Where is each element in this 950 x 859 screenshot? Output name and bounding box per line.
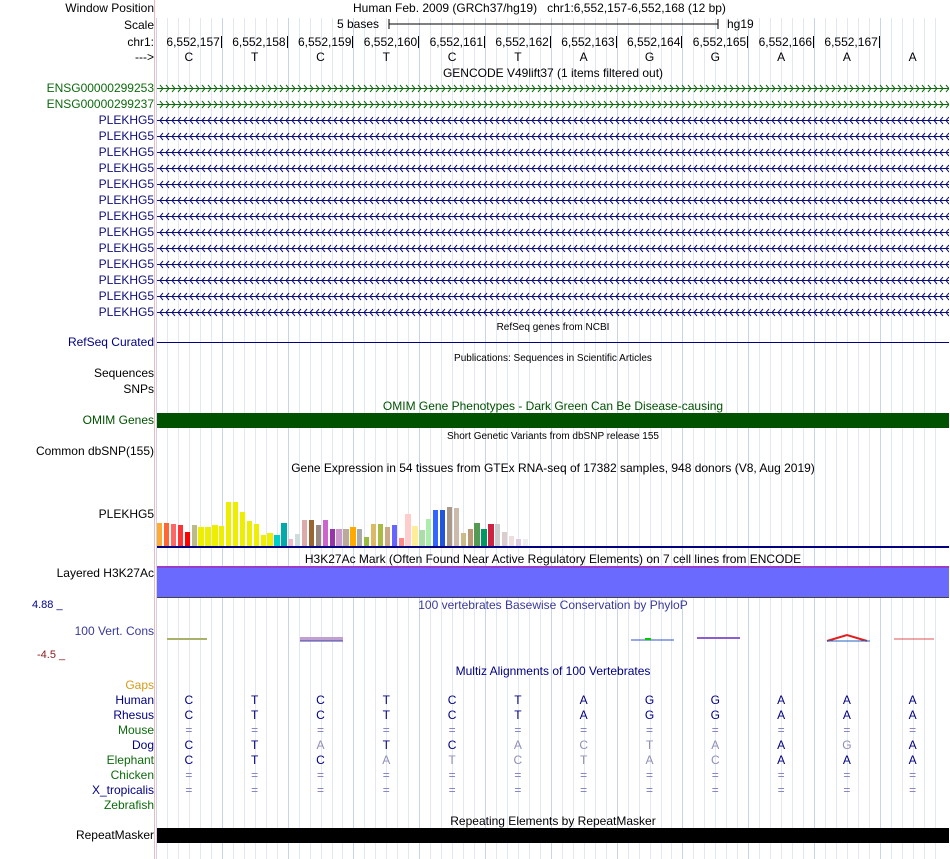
reverse-strand-line[interactable] [157,115,949,126]
label-divider [154,0,155,859]
dbsnp-label[interactable]: Common dbSNP(155) [35,444,154,458]
gtex-bar[interactable] [495,524,500,548]
multiz-base: = [843,783,851,797]
multiz-species-label[interactable]: Zebrafish [103,798,154,812]
ruler-tick-label: 6,552,161 [429,35,483,49]
multiz-base: A [579,708,588,722]
repeatmasker-bar[interactable] [157,828,949,843]
gtex-bar[interactable] [405,514,410,548]
scale-text: 5 bases [337,17,380,31]
multiz-base: A [382,753,391,767]
gtex-label[interactable]: PLEKHG5 [98,507,154,521]
phylop-min: -4.5 _ [37,649,66,661]
dbsnp-title: Short Genetic Variants from dbSNP release 155 [447,431,659,442]
base-letter: T [382,50,390,64]
window-position-label: Window Position [65,1,154,15]
multiz-base: = [580,783,588,797]
reverse-strand-line[interactable] [157,291,949,302]
multiz-base: C [447,708,457,722]
gtex-bar[interactable] [233,502,238,548]
multiz-gaps-label[interactable]: Gaps [125,678,154,692]
multiz-base: A [777,753,786,767]
gtex-bar[interactable] [254,524,259,548]
multiz-base: = [645,723,653,737]
multiz-base: = [580,723,588,737]
base-letter: G [710,50,720,64]
forward-strand-line[interactable] [157,83,949,94]
reverse-strand-line[interactable] [157,307,949,318]
multiz-base: = [777,783,785,797]
reverse-strand-line[interactable] [157,259,949,270]
strand-label: ---> [135,50,154,64]
reverse-strand-line[interactable] [157,211,949,222]
multiz-base: = [448,783,456,797]
multiz-base: T [382,738,390,752]
gtex-title: Gene Expression in 54 tissues from GTEx RNA-seq of 17382 samples, 948 donors (V8, Aug 2019) [291,461,815,475]
multiz-base: = [843,768,851,782]
ruler-tick-label: 6,552,157 [166,35,220,49]
multiz-base: = [448,723,456,737]
gtex-bar[interactable] [302,520,307,548]
multiz-species-label[interactable]: Chicken [110,768,154,782]
gtex-bar[interactable] [247,521,252,548]
multiz-base: = [251,723,259,737]
reverse-strand-line[interactable] [157,195,949,206]
multiz-base: A [777,738,786,752]
multiz-base: = [185,723,193,737]
reverse-strand-line[interactable] [157,227,949,238]
gtex-bar[interactable] [412,526,417,548]
gtex-bar[interactable] [433,510,438,548]
multiz-base: C [579,738,589,752]
multiz-base: C [447,738,457,752]
multiz-base: = [514,723,522,737]
multiz-base: = [382,768,390,782]
ruler-tick-label: 6,552,159 [298,35,352,49]
multiz-base: T [514,708,522,722]
gtex-bar[interactable] [371,524,376,548]
multiz-base: = [316,783,324,797]
multiz-species-label[interactable]: Rhesus [113,708,154,722]
multiz-base: C [184,738,194,752]
ruler-tick-label: 6,552,160 [363,35,418,49]
scale-bar [388,17,720,31]
multiz-base: T [382,693,390,707]
multiz-base: = [185,783,193,797]
position-text: chr1:6,552,157-6,552,168 (12 bp) [547,1,726,15]
base-letter: A [579,50,588,64]
assembly-text: Human Feb. 2009 (GRCh37/hg19) chr1:6,552,157-6,552,168 (12 bp) [353,1,726,15]
gtex-bar[interactable] [316,525,321,548]
gtex-bar[interactable] [392,525,397,548]
publications-title: Publications: Sequences in Scientific Articles [454,353,652,364]
ruler-tick-label: 6,552,158 [232,35,286,49]
ruler-tick-label: 6,552,165 [692,35,747,49]
gencode-item-label[interactable]: PLEKHG5 [98,305,154,319]
base-letter: A [908,50,917,64]
refseq-label[interactable]: RefSeq Curated [67,335,154,349]
gencode-item-label[interactable]: ENSG00000299237 [46,97,154,111]
reverse-strand-line[interactable] [157,131,949,142]
multiz-base: = [514,783,522,797]
gtex-bar[interactable] [426,519,431,548]
multiz-species-label[interactable]: Dog [131,738,154,752]
gtex-bar[interactable] [309,520,314,548]
multiz-base: = [909,768,917,782]
reverse-strand-line[interactable] [157,275,949,286]
base-letter: T [514,50,522,64]
multiz-base: = [645,783,653,797]
multiz-base: T [251,708,259,722]
gtex-bar[interactable] [378,524,383,548]
gtex-bar[interactable] [440,510,445,548]
multiz-base: A [316,738,325,752]
gtex-bar[interactable] [178,525,183,548]
ruler-tick [813,36,814,48]
multiz-base: = [843,723,851,737]
refseq-title: RefSeq genes from NCBI [496,322,610,333]
multiz-base: A [777,693,786,707]
gtex-baseline [157,546,949,548]
h3k27ac-label[interactable]: Layered H3K27Ac [56,566,154,580]
gencode-item-label[interactable]: PLEKHG5 [98,209,154,223]
multiz-species-label[interactable]: X_tropicalis [91,783,154,797]
omim-bar[interactable] [157,413,949,428]
ruler-tick [418,36,419,48]
multiz-base: G [710,693,720,707]
ruler-tick [681,36,682,48]
multiz-base: G [644,693,655,707]
multiz-species-label[interactable]: Human [115,693,154,707]
gencode-item-label[interactable]: ENSG00000299253 [46,81,154,95]
reverse-strand-line[interactable] [157,243,949,254]
gencode-item-label[interactable]: PLEKHG5 [98,257,154,271]
omim-title: OMIM Gene Phenotypes - Dark Green Can Be Disease-causing [382,399,724,413]
multiz-base: A [908,708,917,722]
chrom-label: chr1: [127,35,154,49]
gencode-item-label[interactable]: PLEKHG5 [98,161,154,175]
multiz-base: = [777,723,785,737]
multiz-base: T [514,693,522,707]
h3k27ac-title: H3K27Ac Mark (Often Found Near Active Regulatory Elements) on 7 cell lines from ENCODE [304,552,802,566]
h3k27ac-bar[interactable] [157,566,949,598]
db-text: hg19 [727,17,754,31]
gencode-item-label[interactable]: PLEKHG5 [98,241,154,255]
multiz-base: = [251,768,259,782]
multiz-base: C [710,753,720,767]
ruler-tick [747,36,748,48]
refseq-line[interactable] [157,342,949,343]
multiz-base: = [382,783,390,797]
ruler-tick-label: 6,552,164 [627,35,681,49]
base-letter: C [447,50,457,64]
multiz-base: T [645,738,654,752]
base-letter: C [184,50,194,64]
phylop-max: 4.88 _ [32,599,63,611]
gencode-item-label[interactable]: PLEKHG5 [98,225,154,239]
multiz-base: A [842,708,851,722]
gtex-bar[interactable] [488,524,493,548]
gencode-item-label[interactable]: PLEKHG5 [98,193,154,207]
ruler-tick [287,36,288,48]
base-letter: A [842,50,851,64]
multiz-base: T [251,693,259,707]
multiz-base: A [908,753,917,767]
multiz-base: A [908,738,917,752]
forward-strand-line[interactable] [157,99,949,110]
gencode-item-label[interactable]: PLEKHG5 [98,273,154,287]
multiz-base: C [316,753,325,767]
multiz-base: = [316,768,324,782]
multiz-title: Multiz Alignments of 100 Vertebrates [455,664,651,678]
gencode-title: GENCODE V49lift37 (1 items filtered out) [442,66,664,80]
gencode-item-label[interactable]: PLEKHG5 [98,129,154,143]
multiz-base: = [514,768,522,782]
multiz-species-label[interactable]: Mouse [117,723,154,737]
gtex-bar[interactable] [219,526,224,548]
multiz-base: T [580,753,588,767]
gtex-bar[interactable] [157,523,162,548]
gencode-item-label[interactable]: PLEKHG5 [98,289,154,303]
ruler-tick [221,36,222,48]
multiz-base: T [251,738,259,752]
gtex-bar[interactable] [447,507,452,548]
gtex-bar[interactable] [212,525,217,548]
multiz-base: = [711,723,719,737]
multiz-base: C [447,693,457,707]
multiz-base: A [842,693,851,707]
ruler-tick [352,36,353,48]
multiz-base: C [184,708,194,722]
gtex-bar[interactable] [454,508,459,548]
multiz-base: C [513,753,523,767]
multiz-base: = [316,723,324,737]
repeatmasker-label[interactable]: RepeatMasker [75,828,154,842]
multiz-base: C [184,693,194,707]
multiz-base: A [513,738,522,752]
reverse-strand-line[interactable] [157,179,949,190]
gtex-bar[interactable] [164,523,169,548]
base-letter: A [777,50,786,64]
multiz-base: = [251,783,259,797]
gtex-bar[interactable] [226,502,231,548]
multiz-base: = [645,768,653,782]
multiz-base: = [711,768,719,782]
multiz-base: A [842,753,851,767]
ruler-tick-label: 6,552,166 [758,35,812,49]
ruler-tick-label: 6,552,162 [495,35,549,49]
base-letter: G [644,50,655,64]
ruler-tick [879,36,880,48]
multiz-base: A [908,693,917,707]
multiz-base: = [777,768,785,782]
multiz-base: C [184,753,194,767]
publications-snps-label[interactable]: SNPs [123,382,154,396]
ruler-tick-label: 6,552,167 [824,35,878,49]
gencode-item-label[interactable]: PLEKHG5 [98,145,154,159]
multiz-base: = [909,723,917,737]
gtex-bar[interactable] [171,524,176,548]
multiz-base: G [842,738,852,752]
gtex-bar[interactable] [192,525,197,548]
ruler-tick [616,36,617,48]
multiz-base: C [316,708,325,722]
gencode-item-label[interactable]: PLEKHG5 [98,113,154,127]
multiz-base: = [580,768,588,782]
ruler-tick-label: 6,552,163 [561,35,615,49]
omim-label[interactable]: OMIM Genes [82,413,154,427]
reverse-strand-line[interactable] [157,147,949,158]
gtex-chart[interactable] [157,474,949,548]
phylop-signal[interactable] [157,630,949,650]
multiz-base: = [382,723,390,737]
reverse-strand-line[interactable] [157,163,949,174]
multiz-base: A [579,693,588,707]
base-letter: C [316,50,325,64]
ruler-tick [484,36,485,48]
base-letter: T [251,50,259,64]
gtex-bar[interactable] [198,527,203,548]
phylop-title: 100 vertebrates Basewise Conservation by PhyloP [418,598,688,612]
ruler-tick [550,36,551,48]
multiz-base: T [251,753,259,767]
scale-label: Scale [123,18,154,32]
multiz-base: = [448,768,456,782]
multiz-base: G [644,708,655,722]
gtex-bar[interactable] [281,523,286,548]
multiz-base: = [909,783,917,797]
multiz-base: G [710,708,720,722]
multiz-base: A [777,708,786,722]
multiz-base: T [382,708,390,722]
publications-sequences-label[interactable]: Sequences [93,366,154,380]
multiz-base: C [316,693,325,707]
multiz-base: A [711,738,720,752]
gtex-bar[interactable] [205,527,210,548]
gtex-bar[interactable] [323,520,328,548]
multiz-base: = [711,783,719,797]
gtex-bar[interactable] [474,523,479,548]
phylop-label[interactable]: 100 Vert. Cons [74,624,154,638]
gtex-bar[interactable] [350,527,355,548]
repeatmasker-title: Repeating Elements by RepeatMasker [450,814,656,828]
multiz-base: A [645,753,654,767]
gtex-bar[interactable] [385,527,390,548]
multiz-base: = [185,768,193,782]
multiz-species-label[interactable]: Elephant [106,753,154,767]
multiz-base: T [448,753,456,767]
gencode-item-label[interactable]: PLEKHG5 [98,177,154,191]
gtex-bar[interactable] [240,512,245,548]
